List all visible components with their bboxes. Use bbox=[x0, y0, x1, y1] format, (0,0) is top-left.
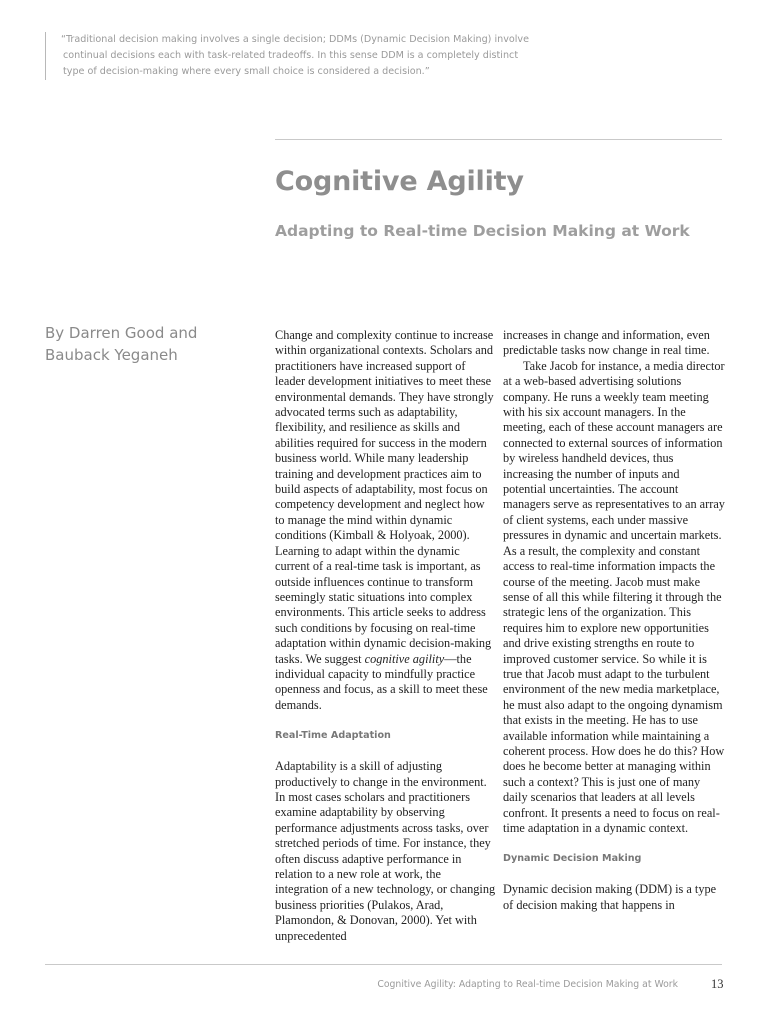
pull-quote bbox=[45, 32, 531, 80]
article-subtitle: Adapting to Real-time Decision Making at Work bbox=[275, 222, 690, 240]
header-divider bbox=[275, 139, 722, 140]
footer-divider bbox=[45, 964, 722, 965]
body-column-right bbox=[503, 328, 725, 913]
article-title: Cognitive Agility bbox=[275, 166, 524, 197]
body-paragraph: Change and complexity continue to increase within organizational contexts. Scholars and practitioners have increased support of leader development initiatives to meet these environmental demands. They have strongly advocated terms such as adaptability, flexibility, and resilience as skills and abilities required for success in the modern business world. While many leadership training and development practices aim to build aspects of adaptability, most focus on competency development and neglect how to manage the mind within dynamic conditions (Kimball & Holyoak, 2000). Learning to adapt within the dynamic current of a real-time task is important, as outside influences continue to transform seemingly static situations into complex environments. This article seeks to address such conditions by focusing on real-time adaptation within dynamic decision-making tasks. We suggest cognitive agility—the individual capacity to mindfully practice openness and focus, as a skill to meet these demands. bbox=[275, 328, 494, 712]
byline-line: By Darren Good and bbox=[45, 324, 198, 342]
byline bbox=[45, 322, 245, 366]
pull-quote-line: continual decisions each with task-related tradeoffs. In this sense DDM is a completely distinct bbox=[63, 50, 519, 61]
body-paragraph: increases in change and information, even predictable tasks now change in real time. bbox=[503, 328, 710, 358]
body-paragraph: Adaptability is a skill of adjusting productively to change in the environment. In most cases scholars and practitioners examine adaptability by observing performance adjustments across tasks, over stretched periods of time. For instance, they often discuss adaptive performance in relation to a new role at work, the integration of a new technology, or changing business priorities (Pulakos, Arad, Plamondon, & Donovan, 2000). Yet with unprecedented bbox=[275, 759, 496, 943]
page-number: 13 bbox=[711, 977, 724, 991]
section-heading: Real-Time Adaptation bbox=[275, 730, 391, 742]
emphasized-term: cognitive agility bbox=[364, 651, 445, 666]
running-footer-title: Cognitive Agility: Adapting to Real-time Decision Making at Work bbox=[377, 979, 678, 990]
body-paragraph: Take Jacob for instance, a media director at a web-based advertising solutions company. He runs a weekly team meeting with his six account managers. In the meeting, each of these account managers are connected to external sources of information by wireless handheld devices, thus increasing the number of inputs and potential uncertainties. The account managers serve as representatives to an array of client systems, each under massive pressures in dynamic and uncertain markets. As a result, the complexity and constant access to real-time information impacts the course of the meeting. Jacob must make sense of all this while filtering it through the strategic lens of the organization. This requires him to explore new opportunities and drive existing strengths en route to improved customer service. So while it is true that Jacob must adapt to the turbulent environment of the new media marketplace, he must also adapt to the ongoing dynamism that exists in the meeting. He has to use available information while maintaining a coherent process. How does he do this? How does he become better at managing within such a context? This is just one of many daily scenarios that leaders at all levels confront. It presents a need to focus on real-time adaptation in a dynamic context. bbox=[503, 358, 725, 835]
pull-quote-line: type of decision-making where every small choice is considered a decision.” bbox=[63, 66, 430, 77]
section-heading: Dynamic Decision Making bbox=[503, 853, 642, 865]
pull-quote-line: “Traditional decision making involves a single decision; DDMs (Dynamic Decision Making) involve bbox=[61, 34, 529, 45]
body-paragraph: Dynamic decision making (DDM) is a type of decision making that happens in bbox=[503, 882, 717, 912]
byline-line: Bauback Yeganeh bbox=[45, 346, 178, 364]
body-column-left bbox=[275, 328, 497, 944]
